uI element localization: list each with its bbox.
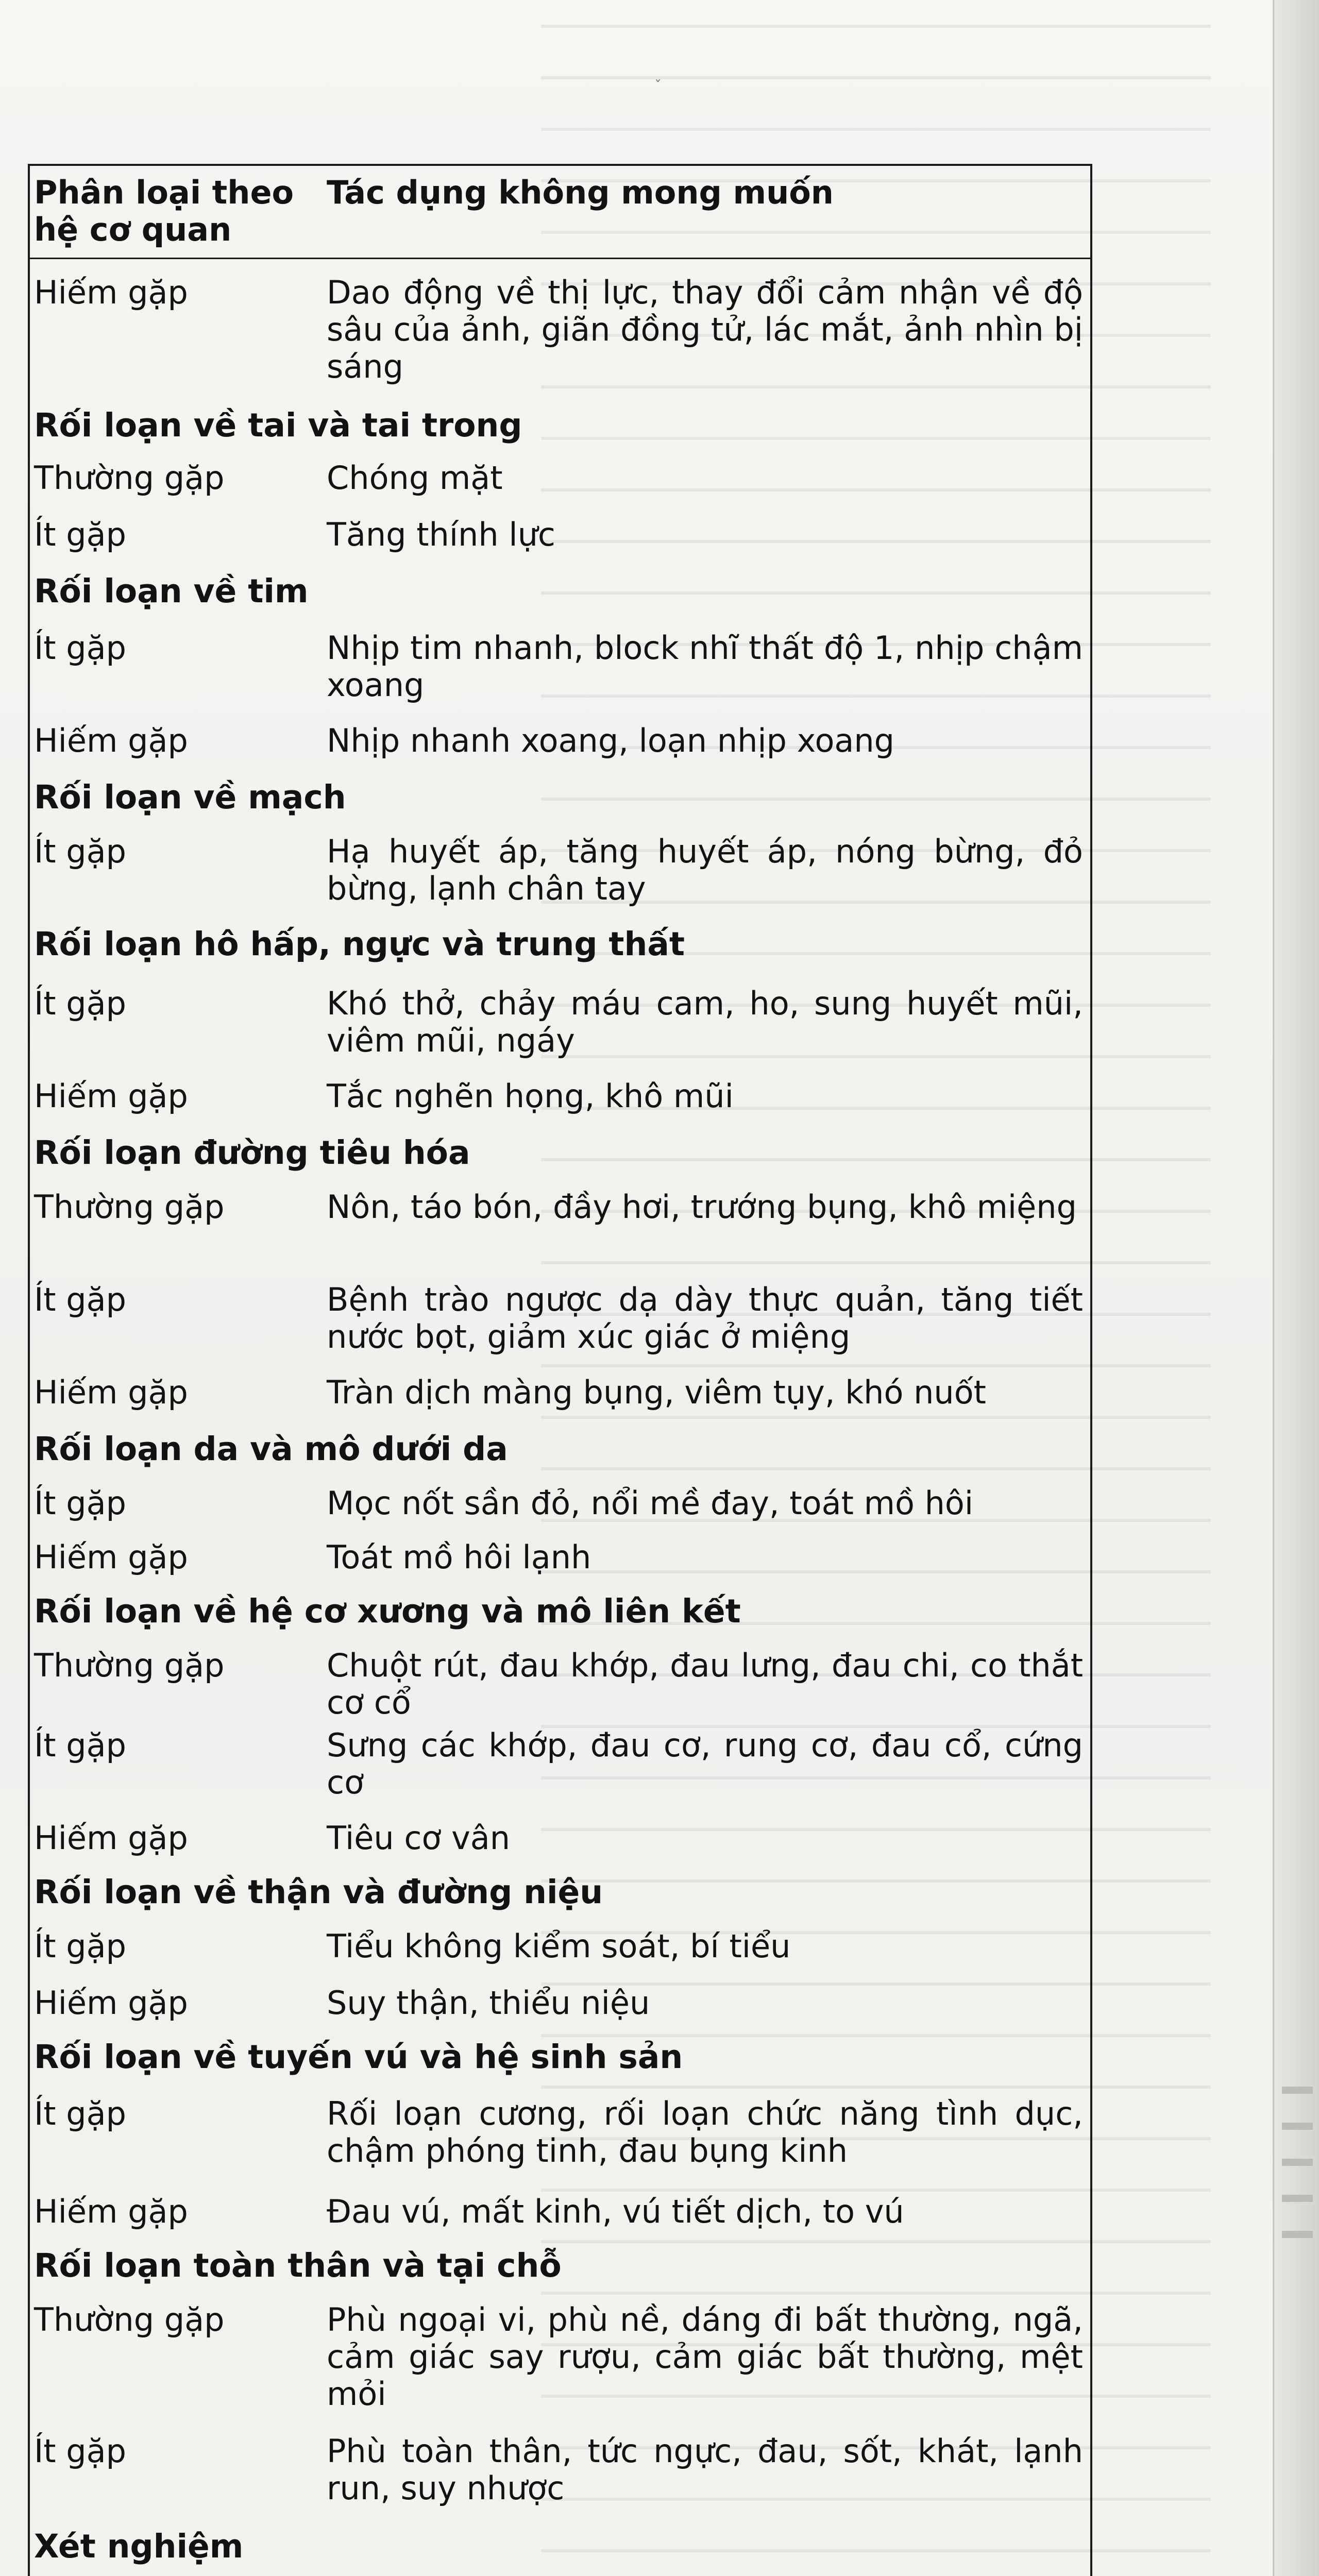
frequency-cell: Ít gặp xyxy=(34,833,127,870)
effect-cell: Nhịp tim nhanh, block nhĩ thất độ 1, nhịp chậm xoang xyxy=(327,629,1083,704)
frequency-cell: Ít gặp xyxy=(34,2095,127,2132)
frequency-cell: Ít gặp xyxy=(34,1281,127,1318)
effect-cell: Khó thở, chảy máu cam, ho, sung huyết mũi, viêm mũi, ngáy xyxy=(327,985,1083,1059)
header-divider xyxy=(30,258,1090,259)
frequency-cell: Ít gặp xyxy=(34,1726,127,1764)
section-title: Rối loạn về tuyến vú và hệ sinh sản xyxy=(34,2038,683,2076)
frequency-cell: Hiếm gặp xyxy=(34,1538,188,1576)
section-title: Rối loạn về mạch xyxy=(34,778,346,816)
header-organ-class: Phân loại theo hệ cơ quan xyxy=(34,174,294,248)
section-title: Rối loạn về thận và đường niệu xyxy=(34,1873,603,1911)
effect-cell: Tăng thính lực xyxy=(327,516,555,553)
frequency-cell: Hiếm gặp xyxy=(34,1819,188,1857)
effect-cell: Tràn dịch màng bụng, viêm tụy, khó nuốt xyxy=(327,1374,986,1411)
effect-cell: Tắc nghẽn họng, khô mũi xyxy=(327,1077,734,1115)
effect-cell: Nôn, táo bón, đầy hơi, trướng bụng, khô miệng xyxy=(327,1188,1077,1226)
effect-cell: Rối loạn cương, rối loạn chức năng tình dục, chậm phóng tinh, đau bụng kinh xyxy=(327,2095,1083,2170)
frequency-cell: Hiếm gặp xyxy=(34,1374,188,1411)
frequency-cell: Hiếm gặp xyxy=(34,2193,188,2230)
edge-mark xyxy=(1282,2123,1313,2130)
section-title: Xét nghiệm xyxy=(34,2528,244,2565)
paper-mark-icon: ˇ xyxy=(654,77,662,94)
effect-cell: Chóng mặt xyxy=(327,459,503,497)
section-title: Rối loạn về hệ cơ xương và mô liên kết xyxy=(34,1592,741,1630)
effect-cell: Mọc nốt sần đỏ, nổi mề đay, toát mồ hôi xyxy=(327,1484,974,1522)
frequency-cell: Ít gặp xyxy=(34,516,127,553)
frequency-cell: Thường gặp xyxy=(34,459,225,497)
effect-cell: Chuột rút, đau khớp, đau lưng, đau chi, co thắt cơ cổ xyxy=(327,1647,1083,1721)
frequency-cell: Hiếm gặp xyxy=(34,722,188,759)
table-header-row xyxy=(30,174,1090,251)
frequency-cell: Ít gặp xyxy=(34,1927,127,1965)
frequency-cell: Hiếm gặp xyxy=(34,1984,188,2022)
effect-cell: Sưng các khớp, đau cơ, rung cơ, đau cổ, cứng cơ xyxy=(327,1726,1083,1801)
frequency-cell: Thường gặp xyxy=(34,1647,225,1684)
effect-cell: Phù ngoại vi, phù nề, dáng đi bất thường, ngã, cảm giác say rượu, cảm giác bất thường, mệt mỏi xyxy=(327,2301,1083,2413)
section-title: Rối loạn toàn thân và tại chỗ xyxy=(34,2247,562,2284)
effect-cell: Đau vú, mất kinh, vú tiết dịch, to vú xyxy=(327,2193,904,2230)
frequency-cell: Ít gặp xyxy=(34,629,127,667)
adjacent-page-edge xyxy=(1275,0,1319,2576)
frequency-cell: Hiếm gặp xyxy=(34,274,188,311)
section-title: Rối loạn về tim xyxy=(34,572,309,610)
effect-cell: Phù toàn thân, tức ngực, đau, sốt, khát, lạnh run, suy nhược xyxy=(327,2432,1083,2507)
section-title: Rối loạn hô hấp, ngực và trung thất xyxy=(34,925,685,963)
edge-mark xyxy=(1282,2231,1313,2238)
frequency-cell: Thường gặp xyxy=(34,1188,225,1226)
frequency-cell: Ít gặp xyxy=(34,985,127,1022)
edge-mark xyxy=(1282,2159,1313,2166)
effect-cell: Toát mồ hôi lạnh xyxy=(327,1538,591,1576)
effect-cell: Tiêu cơ vân xyxy=(327,1819,511,1857)
section-title: Rối loạn về tai và tai trong xyxy=(34,406,522,444)
effect-cell: Bệnh trào ngược dạ dày thực quản, tăng tiết nước bọt, giảm xúc giác ở miệng xyxy=(327,1281,1083,1355)
frequency-cell: Thường gặp xyxy=(34,2301,225,2338)
edge-mark xyxy=(1282,2195,1313,2202)
frequency-cell: Ít gặp xyxy=(34,2432,127,2470)
edge-mark xyxy=(1282,2087,1313,2094)
effect-cell: Suy thận, thiểu niệu xyxy=(327,1984,650,2022)
header-adverse-effects: Tác dụng không mong muốn xyxy=(327,174,834,211)
section-title: Rối loạn da và mô dưới da xyxy=(34,1430,508,1468)
effect-cell: Dao động về thị lực, thay đổi cảm nhận về độ sâu của ảnh, giãn đồng tử, lác mắt, ảnh nhìn bị sáng xyxy=(327,274,1083,385)
frequency-cell: Hiếm gặp xyxy=(34,1077,188,1115)
frequency-cell: Ít gặp xyxy=(34,1484,127,1522)
effect-cell: Hạ huyết áp, tăng huyết áp, nóng bừng, đỏ bừng, lạnh chân tay xyxy=(327,833,1083,907)
effect-cell: Nhịp nhanh xoang, loạn nhịp xoang xyxy=(327,722,895,759)
effect-cell: Tiểu không kiểm soát, bí tiểu xyxy=(327,1927,791,1965)
section-title: Rối loạn đường tiêu hóa xyxy=(34,1134,470,1172)
